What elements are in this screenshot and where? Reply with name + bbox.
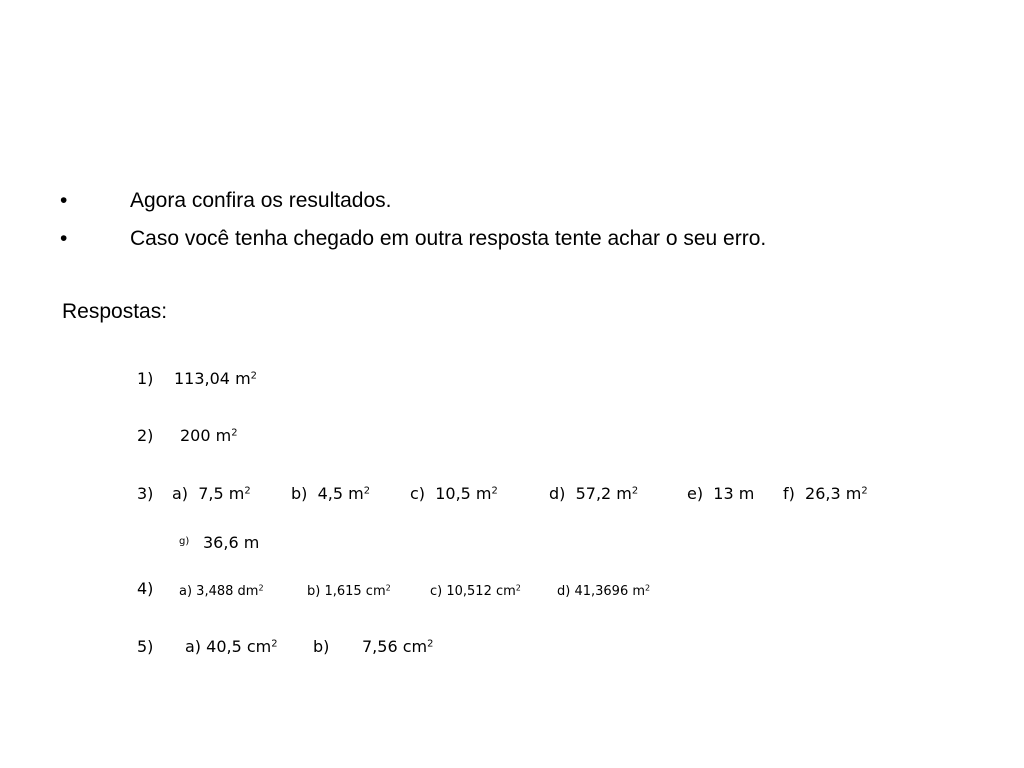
answer-4 (0, 579, 1024, 601)
answer-item: d) 41,3696 $m^2$ (557, 583, 651, 599)
answers-heading: Respostas: (62, 300, 168, 323)
answer-value: 113,04 $m^2$ (174, 369, 257, 388)
bullet-marker: • (60, 189, 68, 212)
answer-item: a) 3,488 $dm^2$ (179, 583, 264, 599)
answer-number: 2) (137, 426, 154, 445)
answer-value: 36,6 m (203, 533, 260, 552)
answer-item: d) 57,2 $m^2$ (549, 484, 639, 503)
answer-item: a) 40,5 $cm^2$ (185, 637, 278, 656)
answer-item: f) 26,3 $m^2$ (783, 484, 868, 503)
answer-letter: g) (179, 536, 190, 547)
answer-number: 3) (137, 484, 154, 503)
answer-number: 4) (137, 579, 154, 598)
answer-item: a) 7,5 $m^2$ (172, 484, 251, 503)
bullet-text: Agora confira os resultados. (130, 189, 392, 212)
answer-2 (0, 426, 1024, 448)
answer-item: 7,56 $cm^2$ (362, 637, 434, 656)
answer-3-continued (0, 533, 1024, 555)
answer-item: e) 13 m (687, 484, 755, 503)
bullet-text: Caso você tenha chegado em outra resposta tente achar o seu erro. (130, 227, 767, 250)
answer-1 (0, 369, 1024, 391)
bullet-marker: • (60, 227, 68, 250)
answer-5 (0, 637, 1024, 659)
answer-value: 200 $m^2$ (180, 426, 238, 445)
answer-3 (0, 484, 1024, 506)
answer-item: b) 4,5 $m^2$ (291, 484, 371, 503)
answer-item: b) (313, 637, 330, 656)
answer-number: 1) (137, 369, 154, 388)
answer-number: 5) (137, 637, 154, 656)
answer-item: c) 10,512 $cm^2$ (430, 583, 521, 599)
answer-item: b) 1,615 $cm^2$ (307, 583, 391, 599)
answer-item: c) 10,5 $m^2$ (410, 484, 498, 503)
